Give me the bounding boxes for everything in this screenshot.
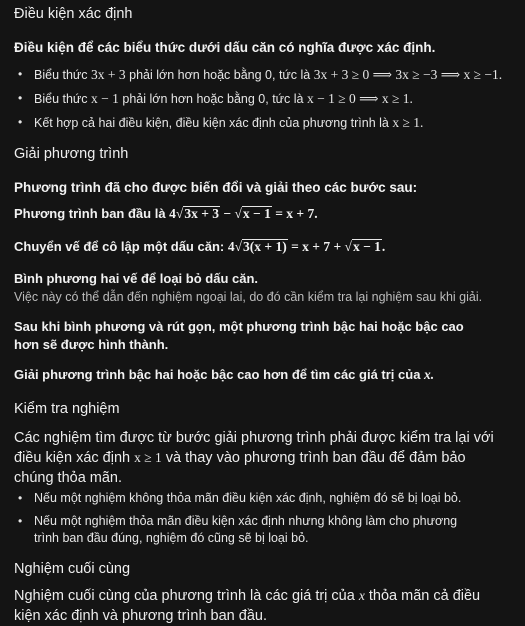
list-item — [14, 513, 484, 547]
math-expression: 4√3x + 3 − √x − 1 = x + 7. — [169, 206, 318, 221]
check-paragraph — [14, 428, 494, 488]
step-text: Chuyển vế để cô lập một dấu căn: — [14, 239, 228, 254]
math-expression: 3x + 3 — [91, 67, 126, 82]
para-text: thỏa mãn cả điều kiện xác định và phương trình ban đầu. — [14, 588, 481, 624]
list-item — [14, 90, 515, 108]
math-part: − — [220, 206, 235, 221]
bullet-icon: • — [18, 91, 23, 105]
section-title-solve: Giải phương trình — [14, 146, 129, 162]
sqrt-radicand: 3(x + 1) — [243, 239, 287, 254]
math-expression: x ≥ 1 — [134, 450, 162, 465]
math-part: 4 — [227, 239, 235, 254]
math-part: = x + 7 + — [287, 239, 345, 254]
step-solve-poly — [14, 366, 515, 384]
section-title-final: Nghiệm cuối cùng — [14, 561, 131, 577]
bullet-text: Nếu một nghiệm không thỏa mãn điều kiện xác định, nghiệm đó sẽ bị loại bỏ. — [34, 491, 462, 505]
math-expression: x. — [424, 367, 435, 382]
math-expression: 4√3(x + 1) = x + 7 + √x − 1. — [227, 239, 386, 254]
math-expression: x ≥ 1. — [392, 115, 424, 130]
sqrt-radicand: x − 1 — [242, 206, 271, 221]
math-part: 4 — [169, 206, 176, 221]
bullet-text: Biểu thức — [34, 68, 92, 82]
step-square-note: Việc này có thể dẫn đến nghiệm ngoại lai, do đó cần kiểm tra lại nghiệm sau khi giải. — [14, 290, 483, 304]
list-item — [14, 66, 515, 84]
math-part: = x + 7. — [271, 206, 318, 221]
para-text: và thay vào phương trình ban đầu để đảm bảo chúng thỏa mãn. — [14, 450, 466, 486]
bullet-icon: • — [18, 115, 23, 129]
check-bullet-list — [14, 490, 484, 547]
para-text: Các nghiệm tìm được từ bước giải phương trình phải được kiểm tra lại với điều kiện xác định — [14, 430, 494, 466]
sqrt-radicand: x − 1 — [352, 239, 381, 254]
math-expression: 3x + 3 ≥ 0 ⟹ 3x ≥ −3 ⟹ x ≥ −1. — [313, 67, 503, 82]
step-text: Giải phương trình bậc hai hoặc bậc cao hơn để tìm các giá trị của — [14, 367, 425, 382]
bullet-text: Nếu một nghiệm thỏa mãn điều kiện xác định nhưng không làm cho phương trình ban đầu đúng, nghiệm đó cũng sẽ bị loại bỏ. — [34, 514, 458, 545]
section-title-check: Kiểm tra nghiệm — [14, 401, 120, 417]
solve-subtitle: Phương trình đã cho được biến đổi và giải theo các bước sau: — [14, 180, 418, 195]
bullet-text: phải lớn hơn hoặc bằng 0, tức là — [118, 92, 307, 106]
math-expression: x − 1 — [91, 91, 119, 106]
math-expression: x − 1 ≥ 0 ⟹ x ≥ 1. — [306, 91, 413, 106]
list-item — [14, 114, 515, 132]
list-item — [14, 490, 484, 507]
step-original-equation — [14, 205, 515, 223]
bullet-text: phải lớn hơn hoặc bằng 0, tức là — [125, 68, 314, 82]
bullet-text: Biểu thức — [34, 92, 92, 106]
step-isolate-root — [14, 238, 515, 256]
step-square: Bình phương hai vế để loại bỏ dấu căn. — [14, 271, 259, 286]
bullet-icon: • — [18, 491, 23, 505]
bullet-icon: • — [18, 514, 23, 528]
bullet-icon: • — [18, 67, 23, 81]
domain-subtitle: Điều kiện để các biểu thức dưới dấu căn có nghĩa được xác định. — [14, 40, 436, 55]
step-simplify: Sau khi bình phương và rút gọn, một phương trình bậc hai hoặc bậc cao hơn sẽ được hình thành. — [14, 319, 464, 352]
para-text: Nghiệm cuối cùng của phương trình là các giá trị của — [14, 588, 359, 604]
math-expression: x — [358, 588, 365, 603]
final-paragraph — [14, 586, 499, 626]
section-title-domain: Điều kiện xác định — [14, 6, 133, 22]
domain-bullet-list — [14, 66, 515, 132]
sqrt-radicand: 3x + 3 — [184, 206, 220, 221]
math-part: . — [381, 239, 386, 254]
step-text: Phương trình ban đầu là — [14, 206, 170, 221]
bullet-text: Kết hợp cả hai điều kiện, điều kiện xác định của phương trình là — [34, 116, 393, 130]
